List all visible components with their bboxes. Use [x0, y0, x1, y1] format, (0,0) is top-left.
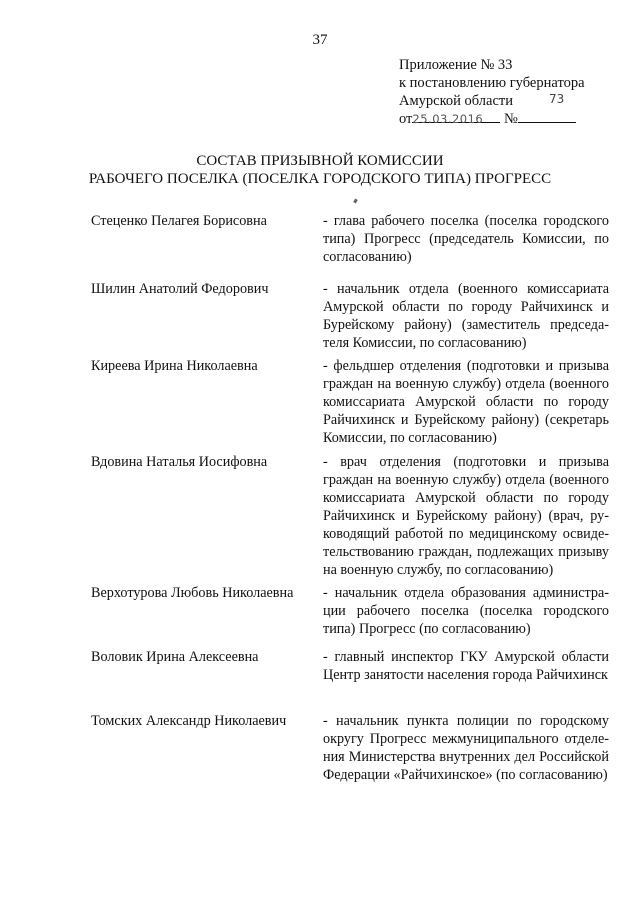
member-role: - глава рабочего поселка (поселка городского типа) Прогресс (председатель Комиссии, по согласованию) — [323, 213, 609, 265]
appendix-date-line — [399, 110, 629, 128]
member-name: Шилин Анатолий Федорович — [91, 281, 269, 297]
appendix-block — [399, 56, 629, 128]
number-field — [518, 110, 576, 123]
appendix-line-2: к постановлению губернатора — [399, 75, 585, 91]
member-role: - начальник отдела образования администрации рабочего поселка (поселка городского типа) Прогресс (по согласованию) — [323, 585, 609, 637]
member-role: - врач отделения (подготовки и призыва граждан на военную службу) отдела (военного комиссариата Амурской области по городу Райчихинск и Бурейскому району) (врач, руководящий работой по медицинскому освидетельствованию граждан, подлежащих призыву на военную службу, по согласованию) — [323, 454, 609, 578]
date-prefix: от — [399, 111, 413, 127]
member-role: - начальник отдела (военного комиссариата Амурской области по городу Райчихинск и Бурейскому району) (заместитель председателя Комиссии, по согласованию) — [323, 281, 609, 351]
date-field — [412, 110, 500, 126]
date-value: 25.03.2016 — [412, 112, 484, 126]
appendix-line-3: Амурской области — [399, 93, 513, 109]
member-role: - начальник пункта полиции по городскому округу Прогресс межмуниципального отделения Министерства внутренних дел Российской Федерации «Райчихинское» (по согласованию) — [323, 713, 609, 783]
number-value: 73 — [549, 92, 565, 106]
member-name: Вдовина Наталья Иосифовна — [91, 454, 268, 470]
member-name: Томских Александр Николаевич — [91, 713, 287, 729]
member-role: - фельдшер отделения (подготовки и призыва граждан на военную службу) отдела (военного комиссариата Амурской области по городу Райчихинск и Бурейскому району) (секретарь Комиссии, по согласованию) — [323, 358, 609, 446]
stray-mark — [353, 199, 358, 204]
member-name: Воловик Ирина Алексеевна — [91, 649, 259, 665]
member-name: Верхотурова Любовь Николаевна — [91, 585, 294, 601]
title-line-2: РАБОЧЕГО ПОСЕЛКА (ПОСЕЛКА ГОРОДСКОГО ТИПА) ПРОГРЕСС — [88, 171, 552, 187]
member-name: Стеценко Пелагея Борисовна — [91, 213, 267, 229]
appendix-line-1: Приложение № 33 — [399, 57, 513, 73]
document-title — [0, 152, 640, 188]
member-name: Киреева Ирина Николаевна — [91, 358, 258, 374]
title-line-1: СОСТАВ ПРИЗЫВНОЙ КОМИССИИ — [196, 153, 444, 169]
page-number: 37 — [312, 32, 328, 48]
number-label: № — [504, 111, 518, 127]
member-role: - главный инспектор ГКУ Амурской области Центр занятости населения города Райчихинск — [323, 649, 609, 683]
